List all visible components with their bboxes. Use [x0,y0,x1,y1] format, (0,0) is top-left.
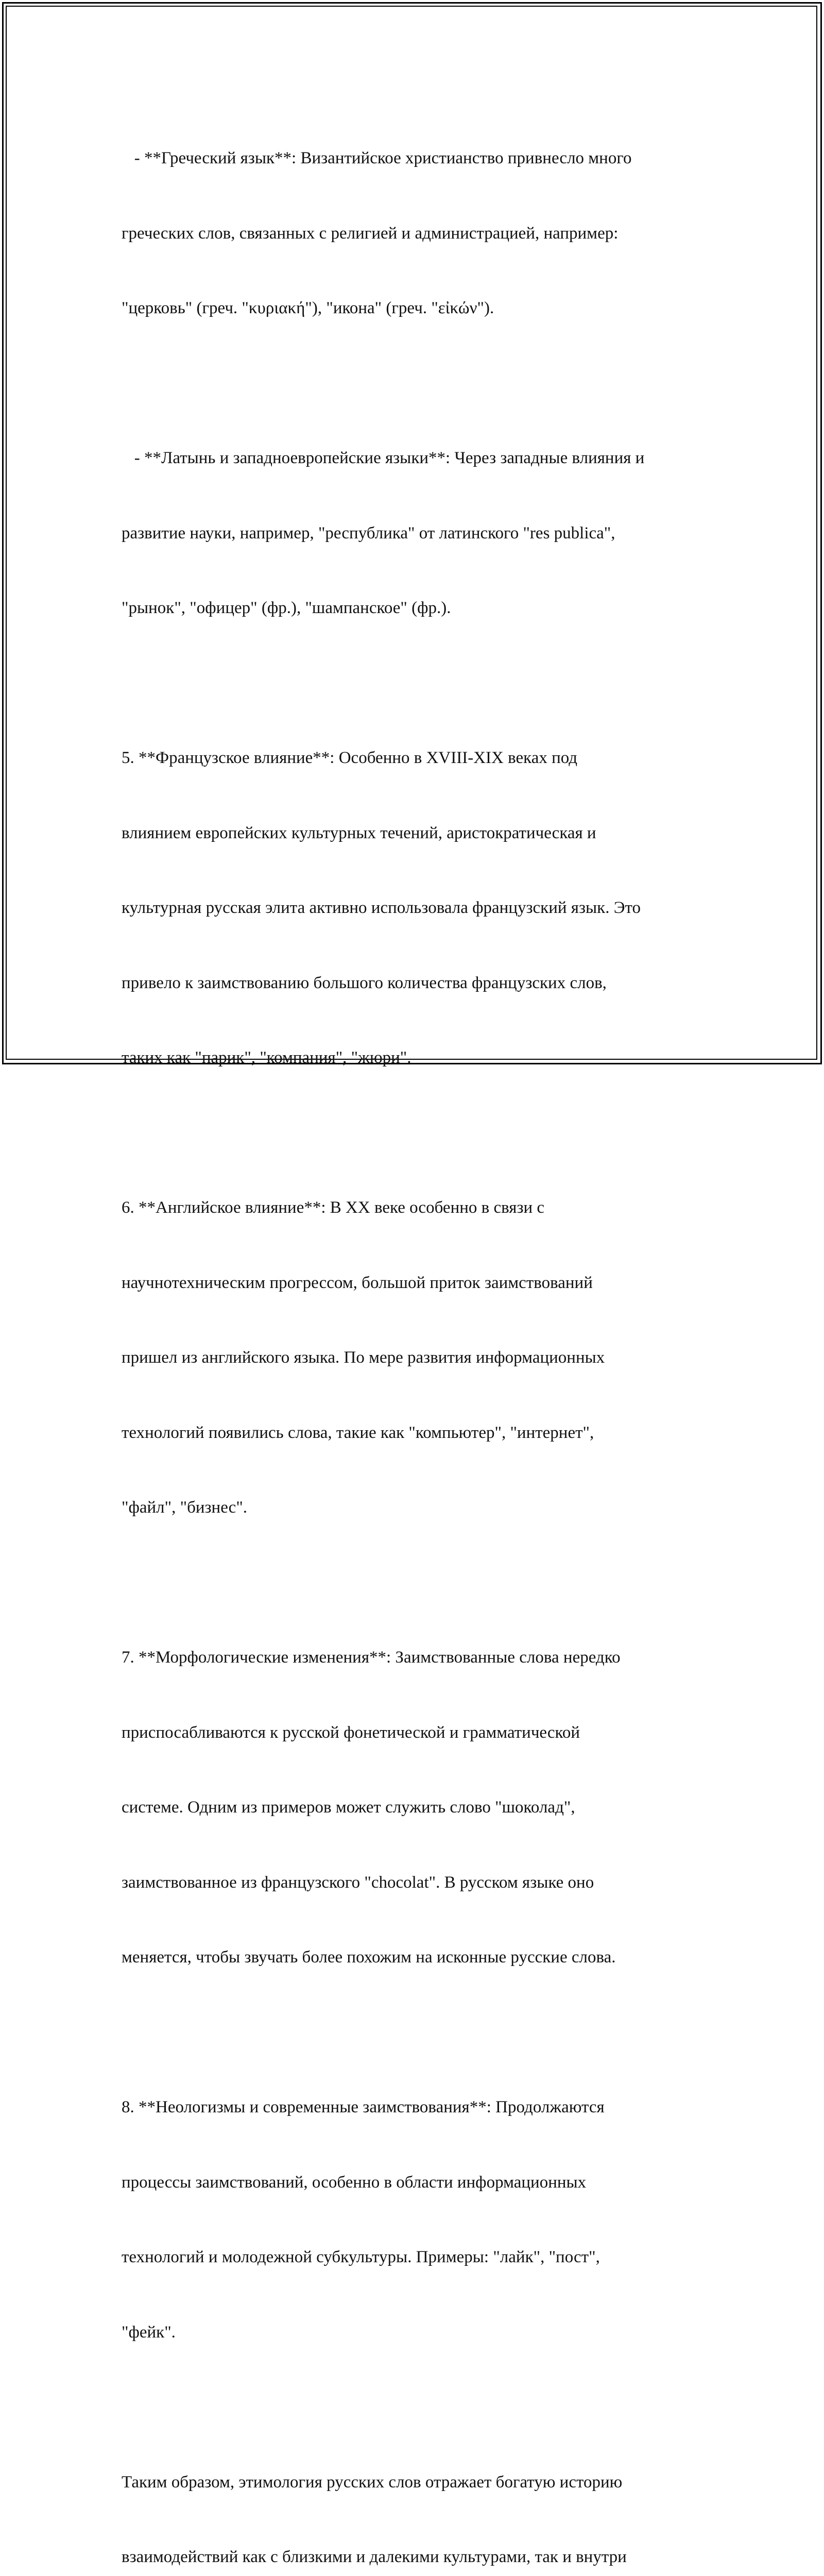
text-line: - **Греческий язык**: Византийское христианство привнесло много [122,146,709,171]
text-line: культурная русская элита активно использовала французский язык. Это [122,895,709,921]
text-line: меняется, чтобы звучать более похожим на исконные русские слова. [122,1945,709,1970]
text-line: 7. **Морфологические изменения**: Заимствованные слова нередко [122,1645,709,1670]
text-line: - **Латынь и западноевропейские языки**: Через западные влияния и [122,446,709,471]
text-line: процессы заимствований, особенно в области информационных [122,2170,709,2195]
text-line: греческих слов, связанных с религией и администрацией, например: [122,221,709,246]
text-line: пришел из английского языка. По мере развития информационных [122,1345,709,1370]
text-line: таких как "парик", "компания", "жюри". [122,1045,709,1071]
text-line: "файл", "бизнес". [122,1495,709,1520]
text-line: развитие науки, например, "республика" от латинского "res publica", [122,521,709,546]
text-line: 8. **Неологизмы и современные заимствования**: Продолжаются [122,2095,709,2120]
text-line: технологий и молодежной субкультуры. Примеры: "лайк", "пост", [122,2245,709,2270]
paragraph-neologisms [122,2045,709,2395]
text-line: привело к заимствованию большого количества французских слов, [122,971,709,996]
paragraph-french [122,696,709,1121]
text-line: взаимодействий как с близкими и далекими культурами, так и внутри [122,2545,709,2570]
paragraph-latin [122,396,709,671]
paragraph-conclusion [122,2420,709,2576]
text-line: приспосабливаются к русской фонетической и грамматической [122,1720,709,1745]
paragraph-english [122,1145,709,1570]
text-line: научнотехническим прогрессом, большой приток заимствований [122,1270,709,1296]
text-line: "рынок", "офицер" (фр.), "шампанское" (фр.). [122,596,709,621]
text-line: влиянием европейских культурных течений, аристократическая и [122,821,709,846]
paragraph-morphology [122,1595,709,2020]
text-line: технологий появились слова, такие как "компьютер", "интернет", [122,1420,709,1446]
text-line: 6. **Английское влияние**: В XX веке особенно в связи с [122,1195,709,1221]
text-line: "фейк". [122,2320,709,2345]
text-line: системе. Одним из примеров может служить слово "шоколад", [122,1795,709,1820]
text-line: заимствованное из французского "chocolat". В русском языке оно [122,1870,709,1895]
text-line: Таким образом, этимология русских слов отражает богатую историю [122,2470,709,2495]
text-line: 5. **Французское влияние**: Особенно в XVIII-XIX веках под [122,745,709,771]
document-body [122,96,709,2576]
text-line: "церковь" (греч. "κυριακή"), "икона" (греч. "εἰκών"). [122,296,709,321]
paragraph-greek [122,96,709,371]
